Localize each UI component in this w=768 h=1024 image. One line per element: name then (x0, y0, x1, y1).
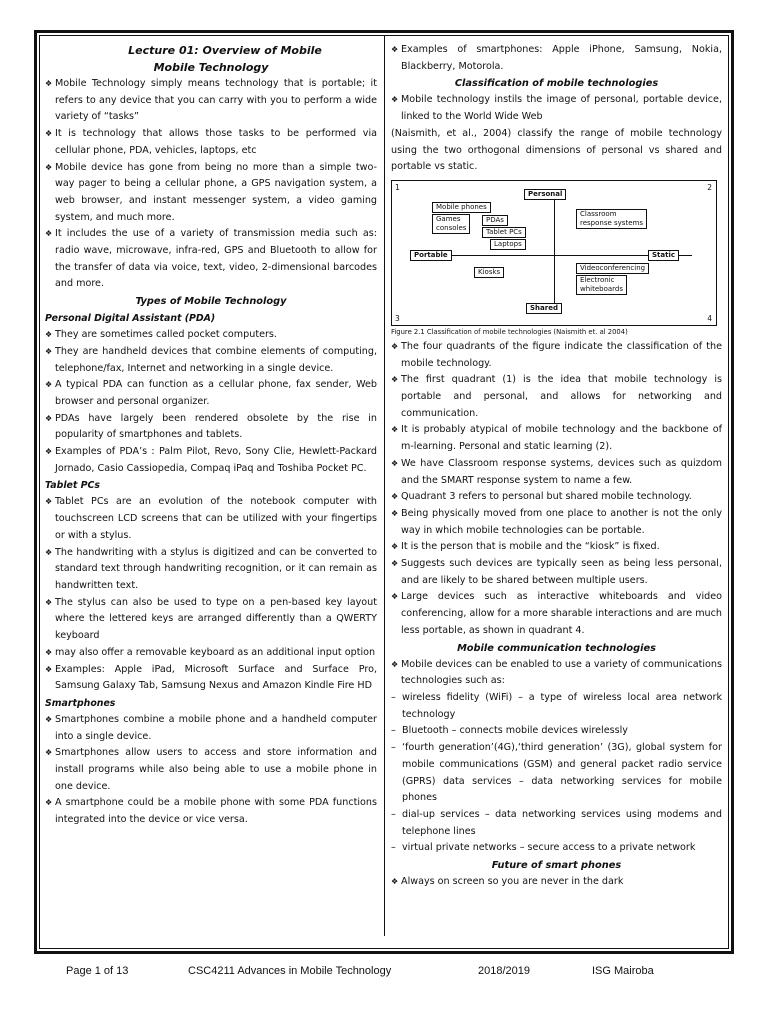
list-item: ❖ The stylus can also be used to type on a pen-based key layout where the lettered keys are arranged differently than a QWERTY keyboard (45, 596, 377, 642)
bullet-icon: ❖ (45, 664, 53, 674)
dash-icon: – (391, 808, 396, 820)
axis-label-shared: Shared (526, 303, 562, 314)
list-item: ❖ Mobile Technology simply means technology that is portable; it refers to any device that you can carry with you to perform a wide variety of “tasks” (45, 78, 377, 123)
smartphones-heading: Smartphones (45, 697, 116, 709)
quadrant-number: 2 (707, 182, 712, 192)
bullet-icon: ❖ (391, 375, 399, 385)
future-heading: Future of smart phones (491, 860, 622, 872)
section-title-mobile-technology: Mobile Technology (153, 61, 269, 74)
bullet-icon: ❖ (45, 647, 53, 657)
list-item: ❖ A smartphone could be a mobile phone with some PDA functions integrated into the device or vice versa. (45, 797, 377, 826)
list-item: ❖ Mobile technology instils the image of personal, portable device, linked to the World Wide Web (391, 94, 722, 123)
bullet-icon: ❖ (391, 458, 399, 468)
bullet-icon: ❖ (45, 447, 53, 457)
list-item: ❖ A typical PDA can function as a cellular phone, fax sender, Web browser and personal organizer. (45, 379, 377, 407)
dash-icon: – (391, 742, 396, 754)
list-item: – dial-up services – data networking services using modems and telephone lines (391, 808, 722, 837)
figure-label-kiosks: Kiosks (474, 267, 504, 278)
list-item: ❖ PDAs have largely been rendered obsolete by the rise in popularity of smartphones and tablets. (45, 412, 377, 441)
figure-label-pdas: PDAs (482, 215, 508, 226)
communication-heading: Mobile communication technologies (457, 642, 656, 654)
figure-label-tablet-pcs: Tablet PCs (482, 227, 526, 238)
tablet-list (45, 494, 377, 694)
list-item: ❖ Mobile device has gone from being no more than a simple two-way pager to being a cellular phone, a GPS navigation system, a web browser, and instant messenger system, a video gaming system, and much more. (45, 161, 377, 223)
list-item: ❖ It is the person that is mobile and the “kiosk” is fixed. (391, 539, 722, 556)
bullet-icon: ❖ (45, 79, 53, 88)
bullet-icon: ❖ (391, 877, 399, 887)
list-item: ❖ Smartphones combine a mobile phone and a handheld computer into a single device. (45, 713, 377, 742)
figure-label-laptops: Laptops (490, 239, 526, 250)
bullet-icon: ❖ (391, 492, 399, 502)
bullet-icon: ❖ (45, 380, 53, 390)
list-item: – wireless fidelity (WiFi) – a type of wireless local area network technology (391, 691, 722, 720)
list-item: ❖ They are handheld devices that combine elements of computing, telephone/fax, Internet and networking in a single device. (45, 345, 377, 374)
pda-list (45, 327, 377, 477)
pda-heading: Personal Digital Assistant (PDA) (45, 313, 216, 325)
footer-course: CSC4211 Advances in Mobile Technology (188, 965, 392, 977)
bullet-icon: ❖ (391, 45, 399, 54)
list-item: ❖ Quadrant 3 refers to personal but shared mobile technology. (391, 489, 722, 506)
list-item: ❖ It is probably atypical of mobile technology and the backbone of m-learning. Personal and static learning (2). (391, 424, 722, 453)
axis-label-portable: Portable (410, 250, 452, 261)
bullet-icon: ❖ (391, 659, 399, 669)
list-item: ❖ We have Classroom response systems, devices such as quizdom and the SMART response system to name a few. (391, 457, 722, 486)
list-item: ❖ Examples of smartphones: Apple iPhone, Samsung, Nokia, Blackberry, Motorola. (391, 44, 722, 72)
vertical-axis (554, 195, 555, 309)
communication-list (391, 690, 722, 857)
list-item: ❖ They are sometimes called pocket computers. (45, 327, 377, 344)
bullet-icon: ❖ (391, 542, 399, 552)
tablet-heading: Tablet PCs (45, 480, 100, 492)
dash-icon: – (391, 691, 396, 703)
bullet-icon: ❖ (391, 425, 399, 435)
list-item: – ‘fourth generation’(4G),‘third generation’ (3G), global system for mobile communications (GSM) and general packet radio service (GPRS) data services – data networking services for mobile phones (391, 742, 722, 804)
bullet-icon: ❖ (45, 413, 53, 423)
left-column (45, 42, 377, 829)
footer-session: 2018/2019 (478, 965, 530, 977)
bullet-icon: ❖ (45, 162, 53, 172)
list-item: ❖ Large devices such as interactive whiteboards and video conferencing, allow for a more sharable interactions and are much less portable, as shown in quadrant 4. (391, 591, 722, 636)
list-item: ❖ Examples: Apple iPad, Microsoft Surface and Surface Pro, Samsung Galaxy Tab, Samsung Nexus and Amazon Kindle Fire HD (45, 663, 377, 692)
bullet-icon: ❖ (45, 229, 53, 239)
bullet-icon: ❖ (45, 748, 53, 758)
list-item: ❖ Examples of PDA’s : Palm Pilot, Revo, Sony Clie, Hewlett-Packard Jornado, Casio Cassiopedia, Compaq iPaq and Toshiba Pocket PC. (45, 446, 377, 474)
types-heading: Types of Mobile Technology (135, 296, 287, 308)
quadrant-number: 1 (395, 182, 400, 192)
list-item: ❖ Always on screen so you are never in the dark (391, 874, 722, 891)
list-item: – virtual private networks – secure access to a private network (391, 840, 722, 857)
bullet-icon: ❖ (45, 597, 53, 607)
bullet-icon: ❖ (45, 330, 53, 340)
list-item: ❖ The handwriting with a stylus is digitized and can be converted to standard text through handwriting recognition, or it can remain as handwritten text. (45, 546, 377, 591)
figure-label-classroom-response: Classroom response systems (576, 209, 647, 229)
list-item: ❖ The first quadrant (1) is the idea that mobile technology is portable and personal, and allows for networking and communication. (391, 374, 722, 419)
quadrant-number: 3 (395, 313, 400, 323)
list-item: ❖ Being physically moved from one place to another is not the only way in which mobile technologies can be portable. (391, 507, 722, 536)
list-item: ❖ Smartphones allow users to access and store information and install programs while also being able to use a mobile phone in one device. (45, 747, 377, 792)
list-item: – Bluetooth – connects mobile devices wirelessly (391, 723, 722, 740)
list-item: ❖ Mobile devices can be enabled to use a variety of communications technologies such as: (391, 658, 722, 687)
quadrant-list (391, 339, 722, 640)
figure-label-videoconferencing: Videoconferencing (576, 263, 649, 274)
list-item: ❖ Tablet PCs are an evolution of the notebook computer with touchscreen LCD screens that can be utilized with your fingertips or with a stylus. (45, 496, 377, 541)
bullet-icon: ❖ (391, 559, 399, 569)
list-item: ❖ It is technology that allows those tasks to be performed via cellular phone, PDA, vehicles, laptops, etc (45, 128, 377, 156)
bullet-icon: ❖ (45, 714, 53, 724)
bullet-icon: ❖ (391, 592, 399, 602)
bullet-icon: ❖ (391, 95, 399, 105)
list-item: ❖ It includes the use of a variety of transmission media such as: radio wave, microwave, infra-red, GPS and Bluetooth to allow for the transfer of data via voice, text, video, 2-dimensional barcodes and more. (45, 228, 377, 290)
classification-heading: Classification of mobile technologies (454, 78, 659, 90)
axis-label-personal: Personal (524, 189, 566, 200)
list-item: ❖ The four quadrants of the figure indicate the classification of the mobile technology. (391, 340, 722, 369)
classification-figure (391, 180, 717, 326)
dash-icon: – (391, 842, 396, 854)
bullet-icon: ❖ (45, 346, 53, 356)
figure-label-mobile-phones: Mobile phones (432, 202, 491, 213)
lecture-title: Lecture 01: Overview of Mobile (128, 44, 322, 57)
figure-caption: Figure 2.1 Classification of mobile technologies (Naismith et. al 2004) (391, 327, 628, 336)
bullet-icon: ❖ (45, 547, 53, 557)
figure-label-electronic-whiteboards: Electronic whiteboards (576, 275, 627, 295)
bullet-icon: ❖ (391, 341, 399, 351)
smartphones-list (45, 712, 377, 829)
footer-author: ISG Mairoba (592, 965, 654, 977)
bullet-icon: ❖ (45, 798, 53, 808)
bullet-icon: ❖ (45, 497, 53, 507)
bullet-icon: ❖ (391, 508, 399, 518)
classification-paragraph: (Naismith, et al., 2004) classify the range of mobile technology using the two orthogonal dimensions of personal vs shared and portable vs static. (391, 127, 722, 173)
list-item: ❖ Suggests such devices are typically seen as being less personal, and are likely to be shared between multiple users. (391, 558, 722, 586)
quadrant-number: 4 (707, 313, 712, 323)
dash-icon: – (391, 725, 396, 737)
column-divider (384, 36, 385, 936)
right-column (391, 42, 722, 891)
bullet-icon: ❖ (45, 129, 53, 139)
list-item: ❖ may also offer a removable keyboard as an additional input option (45, 645, 377, 662)
figure-label-games-consoles: Games consoles (432, 214, 470, 234)
intro-list (45, 76, 377, 293)
footer-page-number: Page 1 of 13 (66, 965, 129, 977)
axis-label-static: Static (648, 250, 679, 261)
